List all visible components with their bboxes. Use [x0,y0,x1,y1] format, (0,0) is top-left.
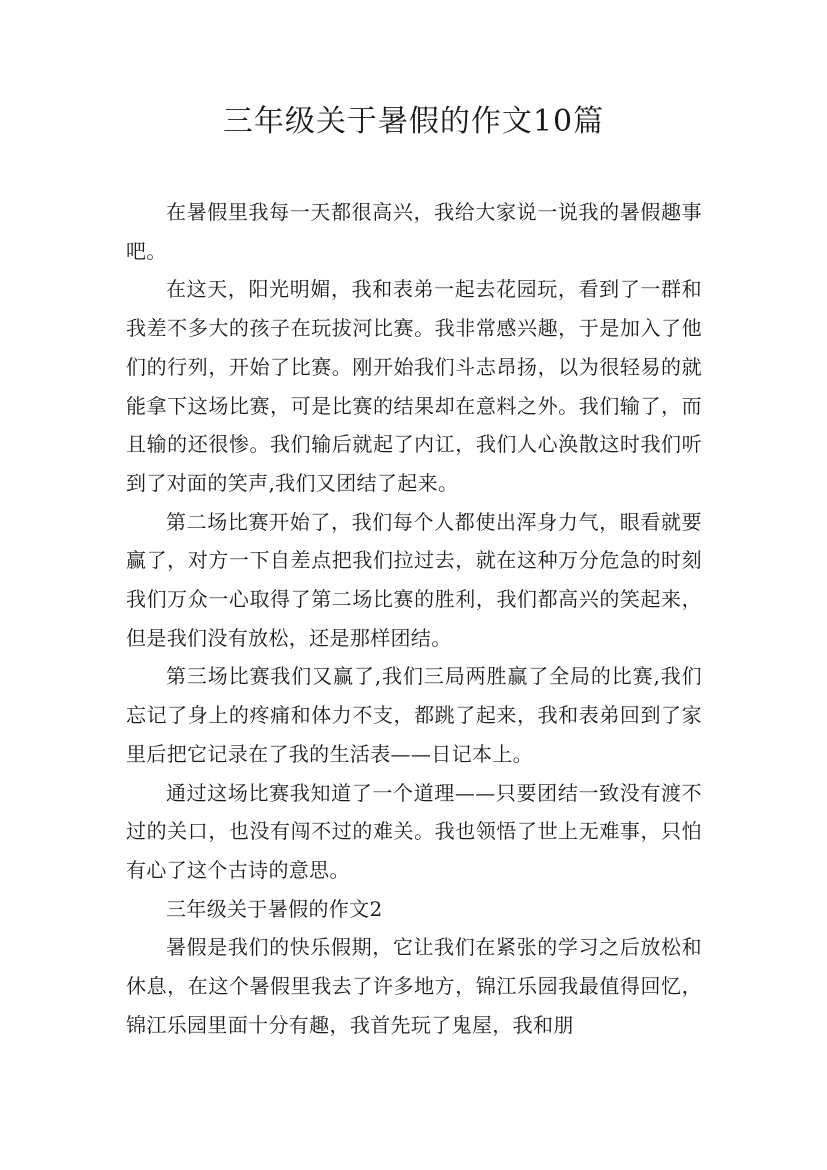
section-heading: 三年级关于暑假的作文2 [166,896,383,921]
paragraph: 在暑假里我每一天都很高兴，我给大家说一说我的暑假趣事吧。 [126,200,702,263]
paragraph: 第三场比赛我们又赢了,我们三局两胜赢了全局的比赛,我们忘记了身上的疼痛和体力不支，都跳了起来，我和表弟回到了家里后把它记录在了我的生活表——日记本上。 [126,664,702,766]
paragraph: 暑假是我们的快乐假期，它让我们在紧张的学习之后放松和休息，在这个暑假里我去了许多地方，锦江乐园我最值得回忆，锦江乐园里面十分有趣，我首先玩了鬼屋，我和朋 [126,935,702,1037]
paragraph: 在这天，阳光明媚，我和表弟一起去花园玩，看到了一群和我差不多大的孩子在玩拔河比赛。我非常感兴趣，于是加入了他们的行列，开始了比赛。刚开始我们斗志昂扬，以为很轻易的就能拿下这场比赛，可是比赛的结果却在意料之外。我们输了，而且输的还很惨。我们输后就起了内讧，我们人心涣散这时我们听到了对面的笑声,我们又团结了起来。 [126,277,702,495]
document-title: 三年级关于暑假的作文10篇 [222,104,605,139]
paragraph: 第二场比赛开始了，我们每个人都使出浑身力气，眼看就要赢了，对方一下自差点把我们拉过去，就在这种万分危急的时刻我们万众一心取得了第二场比赛的胜利，我们都高兴的笑起来，但是我们没有放松，还是那样团结。 [126,509,702,650]
document-body [126,193,702,1044]
paragraph: 通过这场比赛我知道了一个道理——只要团结一致没有渡不过的关口，也没有闯不过的难关。我也领悟了世上无难事，只怕有心了这个古诗的意思。 [126,780,702,882]
